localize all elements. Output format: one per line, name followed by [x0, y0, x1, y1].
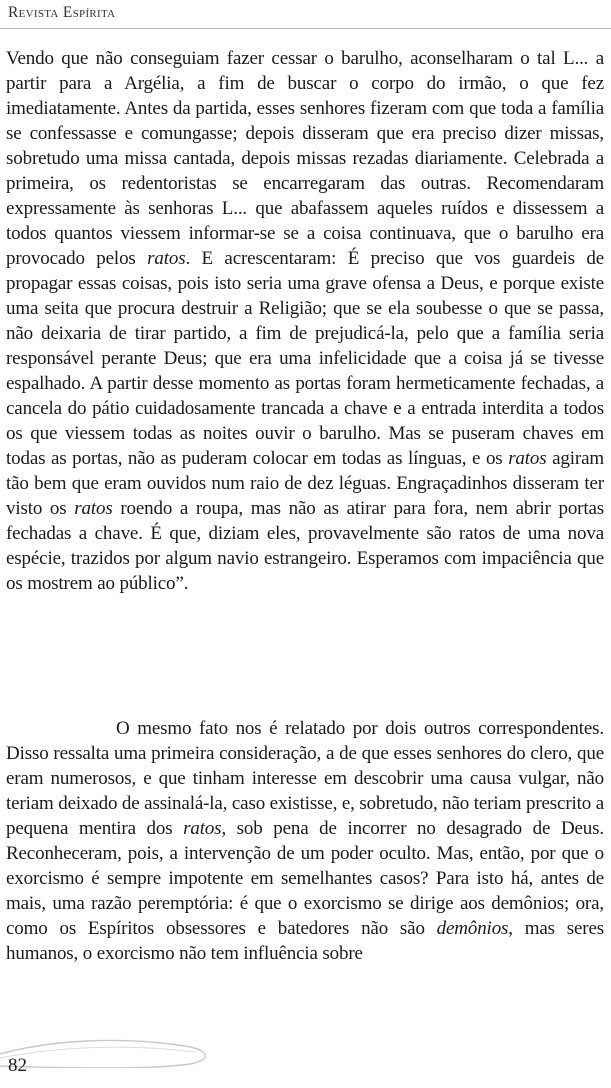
running-head: Revista Espírita [8, 4, 116, 21]
footer-swoosh-ornament [0, 1028, 230, 1068]
page-number: 82 [8, 1055, 27, 1076]
text-segment: , mas seres humanos, o exorcismo não tem influência sobre [6, 918, 605, 964]
italic-term: ratos [74, 498, 113, 519]
text-segment: Vendo que não conseguiam fazer cessar o barulho, aconselharam o tal L... a partir para a Argélia, a fim de buscar o corpo do irmão, o que fez imediatamente. Antes da partida, esses senhores fizeram com que toda a família se confessasse e comungasse; depois disseram que era preciso dizer missas, sobretudo uma missa cantada, depois missas rezadas diariamente. Celebrada a primeira, os redentoristas se encarregaram das outras. Recomendaram expressamente às senhoras L... que abafassem aqueles ruídos e dissessem a todos quantos viessem informar-se se a coisa continuava, que o barulho era provocado pelos [6, 48, 604, 269]
body-paragraph-2 [6, 716, 604, 966]
text-segment: . E acrescentaram: É preciso que vos guardeis de propagar essas coisas, pois isto seria uma grave ofensa a Deus, e porque existe uma seita que procura destruir a Religião; que se ela soubesse o que se passa, não deixaria de tirar partido, a fim de prejudicá-la, pelo que a família seria responsável perante Deus; que era uma infelicidade que a coisa já se tivesse espalhado. A partir desse momento as portas foram hermeticamente fechadas, a cancela do pátio cuidadosamente trancada a chave e a entrada interdita a todos os que viessem todas as noites ouvir o barulho. Mas se puseram chaves em todas as portas, não as puderam colocar em todas as línguas, e os [6, 248, 604, 469]
italic-term: demônios [436, 918, 509, 939]
text-segment: agiram tão bem que eram ouvidos num raio de dez léguas. Engraçadinhos disseram ter visto os [6, 448, 605, 519]
body-paragraph-1 [6, 46, 604, 596]
text-segment: roendo a roupa, mas não as atirar para fora, nem abrir portas fechadas a chave. É que, diziam eles, provavelmente são ratos de uma nova espécie, trazidos por algum navio estrangeiro. Esperamos com impaciência que os mostrem ao público”. [6, 498, 605, 594]
italic-term: ratos [183, 818, 222, 839]
italic-term: ratos [147, 248, 186, 269]
text-segment: O mesmo fato nos é relatado por dois outros correspondentes. Disso ressalta uma primeira consideração, a de que esses senhores do clero, que eram numerosos, e que tinham interesse em descobrir uma causa vulgar, não teriam deixado de assinalá-la, caso existisse, e, sobretudo, não teriam prescrito a pequena mentira dos [6, 718, 604, 839]
text-segment: , sob pena de incorrer no desagrado de Deus. Reconheceram, pois, a intervenção de um poder oculto. Mas, então, por que o exorcismo é sempre impotente em semelhantes casos? Para isto há, antes de mais, uma razão peremptória: é que o exorcismo se dirige aos demônios; ora, como os Espíritos obsessores e batedores não são [6, 818, 604, 939]
italic-term: ratos [508, 448, 547, 469]
header-divider [0, 28, 611, 29]
